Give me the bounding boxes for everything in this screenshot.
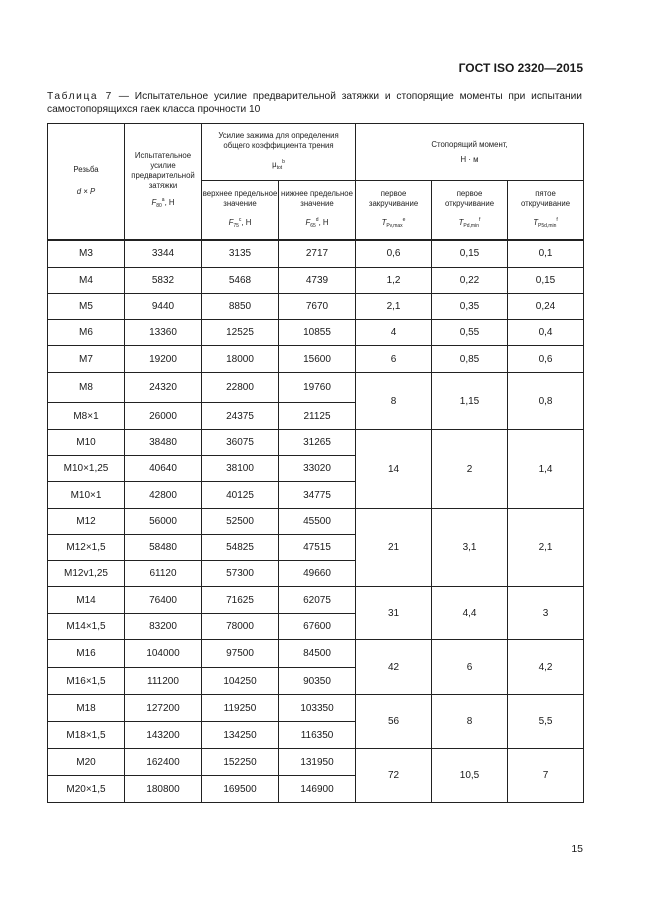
- cell-upper: 22800: [202, 373, 279, 403]
- header-first-on: [356, 181, 432, 240]
- cell-thread: M10: [48, 430, 125, 456]
- cell-fifth-off: 0,6: [508, 346, 584, 373]
- cell-upper: 71625: [202, 587, 279, 614]
- cell-lower: 31265: [279, 430, 356, 456]
- cell-test-force: 56000: [125, 509, 202, 535]
- cell-first-on: 2,1: [356, 294, 432, 320]
- cell-fifth-off: 4,2: [508, 640, 584, 695]
- cell-lower: 84500: [279, 640, 356, 668]
- table-caption: [47, 90, 582, 116]
- table-row: [48, 749, 584, 776]
- cell-upper: 40125: [202, 482, 279, 509]
- cell-thread: M10×1: [48, 482, 125, 509]
- header-clamp-force-label: Усилие зажима для определения общего коэффициента трения: [218, 131, 339, 150]
- header-first-on-label: первое закручивание: [368, 188, 419, 208]
- cell-upper: 119250: [202, 695, 279, 722]
- cell-upper: 24375: [202, 403, 279, 430]
- cell-first-on: 56: [356, 695, 432, 749]
- table-row: [48, 695, 584, 722]
- cell-test-force: 9440: [125, 294, 202, 320]
- cell-fifth-off: 2,1: [508, 509, 584, 587]
- header-thread-symbol: d × P: [76, 187, 96, 197]
- cell-test-force: 76400: [125, 587, 202, 614]
- cell-fifth-off: 3: [508, 587, 584, 640]
- cell-test-force: 13360: [125, 320, 202, 346]
- cell-first-off: 0,85: [432, 346, 508, 373]
- header-test-force-label: Испытательное усилие предварительной затяжки: [131, 151, 195, 191]
- cell-test-force: 3344: [125, 240, 202, 268]
- header-torque-unit: Н · м: [460, 154, 479, 164]
- table-row: [48, 240, 584, 268]
- cell-thread: M6: [48, 320, 125, 346]
- cell-upper: 8850: [202, 294, 279, 320]
- cell-test-force: 40640: [125, 456, 202, 482]
- caption-text: — Испытательное усилие предварительной затяжки и стопорящие моменты при испытании самостопорящихся гаек класса прочности 10: [47, 91, 582, 115]
- cell-thread: M14×1,5: [48, 614, 125, 640]
- cell-lower: 67600: [279, 614, 356, 640]
- document-id: ГОСТ ISO 2320—2015: [458, 61, 583, 75]
- cell-upper: 134250: [202, 722, 279, 749]
- cell-fifth-off: 7: [508, 749, 584, 803]
- table-row: [48, 640, 584, 668]
- cell-test-force: 5832: [125, 268, 202, 294]
- cell-test-force: 83200: [125, 614, 202, 640]
- header-fifth-off: [508, 181, 584, 240]
- cell-first-on: 31: [356, 587, 432, 640]
- cell-lower: 131950: [279, 749, 356, 776]
- cell-first-on: 72: [356, 749, 432, 803]
- cell-lower: 34775: [279, 482, 356, 509]
- cell-thread: M18×1,5: [48, 722, 125, 749]
- cell-test-force: 162400: [125, 749, 202, 776]
- header-fifth-off-label: пятое откручивание: [520, 188, 571, 208]
- cell-lower: 15600: [279, 346, 356, 373]
- header-upper-value: [202, 181, 279, 240]
- cell-first-on: 21: [356, 509, 432, 587]
- cell-upper: 78000: [202, 614, 279, 640]
- cell-first-off: 6: [432, 640, 508, 695]
- cell-fifth-off: 0,24: [508, 294, 584, 320]
- cell-first-off: 0,35: [432, 294, 508, 320]
- cell-first-off: 4,4: [432, 587, 508, 640]
- cell-fifth-off: 1,4: [508, 430, 584, 509]
- header-clamp-force-symbol: $\mu_{tot}^b$: [272, 159, 285, 171]
- cell-test-force: 127200: [125, 695, 202, 722]
- cell-thread: M10×1,25: [48, 456, 125, 482]
- cell-upper: 169500: [202, 776, 279, 803]
- header-first-off-symbol: $T_{Pd,min}^f$: [458, 216, 481, 229]
- cell-thread: M3: [48, 240, 125, 268]
- cell-first-off: 0,22: [432, 268, 508, 294]
- caption-label: Таблица 7: [47, 91, 113, 102]
- table-row: [48, 294, 584, 320]
- cell-thread: M18: [48, 695, 125, 722]
- cell-upper: 38100: [202, 456, 279, 482]
- header-test-force-symbol: $F_{80}^a$, Н: [151, 197, 175, 210]
- cell-lower: 2717: [279, 240, 356, 268]
- cell-lower: 19760: [279, 373, 356, 403]
- header-thread: [48, 124, 125, 240]
- cell-first-off: 1,15: [432, 373, 508, 430]
- header-upper-symbol: $F_{75}^c$, Н: [228, 216, 252, 229]
- cell-first-on: 6: [356, 346, 432, 373]
- table-row: [48, 346, 584, 373]
- cell-upper: 18000: [202, 346, 279, 373]
- cell-thread: M12v1,25: [48, 561, 125, 587]
- cell-thread: M8×1: [48, 403, 125, 430]
- cell-test-force: 26000: [125, 403, 202, 430]
- cell-test-force: 111200: [125, 668, 202, 695]
- header-first-on-symbol: $T_{Pv,max}^e$: [381, 216, 406, 229]
- header-lower-symbol: $F_{65}^d$, Н: [305, 216, 329, 229]
- cell-upper: 5468: [202, 268, 279, 294]
- header-thread-label: Резьба: [73, 165, 99, 175]
- header-torque-label: Стопорящий момент,: [431, 139, 508, 149]
- header-lower-value-label: нижнее предельное значение: [281, 188, 353, 208]
- header-first-off-label: первое откручивание: [444, 188, 495, 208]
- cell-first-on: 4: [356, 320, 432, 346]
- table-row: [48, 587, 584, 614]
- table-row: [48, 320, 584, 346]
- cell-thread: M5: [48, 294, 125, 320]
- cell-test-force: 19200: [125, 346, 202, 373]
- cell-thread: M12: [48, 509, 125, 535]
- cell-test-force: 143200: [125, 722, 202, 749]
- cell-first-off: 2: [432, 430, 508, 509]
- header-first-off: [432, 181, 508, 240]
- header-upper-value-label: верхнее предельное значение: [202, 188, 278, 208]
- cell-upper: 152250: [202, 749, 279, 776]
- header-torque: [356, 124, 584, 181]
- cell-thread: M14: [48, 587, 125, 614]
- cell-upper: 57300: [202, 561, 279, 587]
- cell-first-off: 10,5: [432, 749, 508, 803]
- cell-fifth-off: 0,8: [508, 373, 584, 430]
- cell-first-on: 1,2: [356, 268, 432, 294]
- cell-thread: M16: [48, 640, 125, 668]
- cell-fifth-off: 0,1: [508, 240, 584, 268]
- cell-thread: M16×1,5: [48, 668, 125, 695]
- cell-upper: 52500: [202, 509, 279, 535]
- cell-upper: 54825: [202, 535, 279, 561]
- cell-upper: 104250: [202, 668, 279, 695]
- cell-first-off: 8: [432, 695, 508, 749]
- cell-thread: M8: [48, 373, 125, 403]
- cell-test-force: 42800: [125, 482, 202, 509]
- cell-test-force: 180800: [125, 776, 202, 803]
- cell-upper: 3135: [202, 240, 279, 268]
- cell-lower: 10855: [279, 320, 356, 346]
- cell-first-off: 0,15: [432, 240, 508, 268]
- cell-first-on: 42: [356, 640, 432, 695]
- cell-upper: 12525: [202, 320, 279, 346]
- cell-lower: 21125: [279, 403, 356, 430]
- cell-first-off: 0,55: [432, 320, 508, 346]
- cell-fifth-off: 0,4: [508, 320, 584, 346]
- cell-lower: 4739: [279, 268, 356, 294]
- cell-thread: M20: [48, 749, 125, 776]
- page-number: 15: [571, 843, 583, 855]
- cell-first-on: 8: [356, 373, 432, 430]
- cell-thread: M12×1,5: [48, 535, 125, 561]
- cell-lower: 47515: [279, 535, 356, 561]
- test-force-table: [47, 123, 584, 803]
- cell-test-force: 58480: [125, 535, 202, 561]
- cell-lower: 45500: [279, 509, 356, 535]
- header-lower-value: [279, 181, 356, 240]
- cell-lower: 146900: [279, 776, 356, 803]
- cell-test-force: 61120: [125, 561, 202, 587]
- header-clamp-force: [202, 124, 356, 181]
- cell-lower: 33020: [279, 456, 356, 482]
- cell-fifth-off: 0,15: [508, 268, 584, 294]
- cell-test-force: 24320: [125, 373, 202, 403]
- cell-thread: M7: [48, 346, 125, 373]
- cell-first-on: 14: [356, 430, 432, 509]
- cell-test-force: 104000: [125, 640, 202, 668]
- cell-thread: M20×1,5: [48, 776, 125, 803]
- cell-thread: M4: [48, 268, 125, 294]
- cell-lower: 62075: [279, 587, 356, 614]
- cell-test-force: 38480: [125, 430, 202, 456]
- cell-upper: 97500: [202, 640, 279, 668]
- table-row: [48, 509, 584, 535]
- cell-lower: 103350: [279, 695, 356, 722]
- cell-lower: 116350: [279, 722, 356, 749]
- table-row: [48, 268, 584, 294]
- header-test-force: [125, 124, 202, 240]
- cell-lower: 90350: [279, 668, 356, 695]
- cell-fifth-off: 5,5: [508, 695, 584, 749]
- cell-upper: 36075: [202, 430, 279, 456]
- table-row: [48, 373, 584, 403]
- table-row: [48, 430, 584, 456]
- cell-lower: 49660: [279, 561, 356, 587]
- cell-first-on: 0,6: [356, 240, 432, 268]
- cell-lower: 7670: [279, 294, 356, 320]
- header-fifth-off-symbol: $T_{P5d,min}^f$: [533, 216, 558, 229]
- cell-first-off: 3,1: [432, 509, 508, 587]
